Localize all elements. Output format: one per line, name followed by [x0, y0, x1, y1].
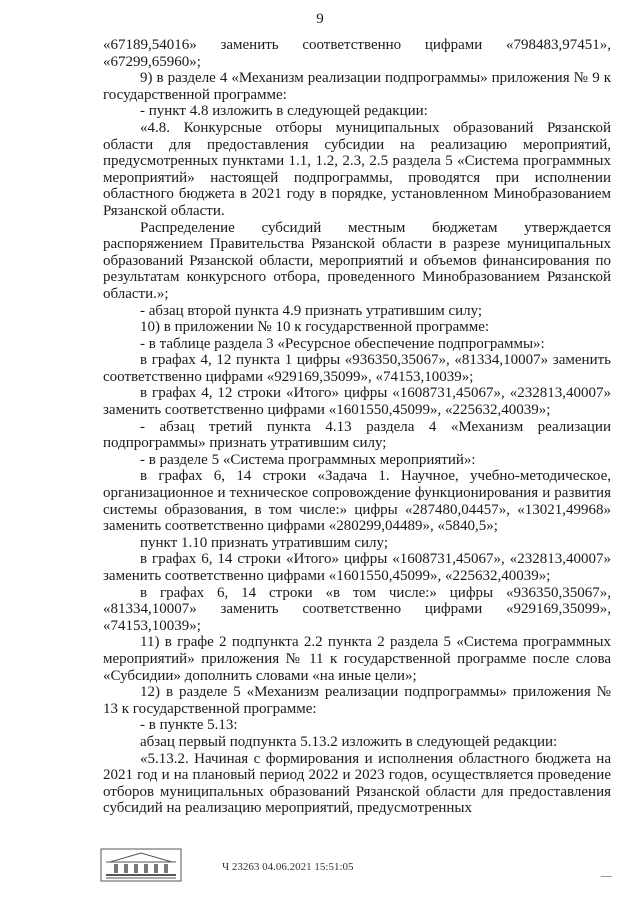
paragraph: в графах 6, 14 строки «в том числе:» цифры «936350,35067», «81334,10007» заменить соответственно цифрами «929169,35099», «74153,10039»; [103, 584, 611, 634]
document-registration-stamp: Ч 23263 04.06.2021 15:51:05 [222, 861, 354, 873]
paragraph: - в пункте 5.13: [140, 717, 238, 734]
paragraph: - абзац третий пункта 4.13 раздела 4 «Механизм реализации подпрограммы» признать утратившим силу; [103, 418, 611, 452]
paragraph: Распределение субсидий местным бюджетам утверждается распоряжением Правительства Рязанской области в разрезе муниципальных образований Рязанской области, мероприятий и объемов финансирования по результатам конкурсного отбора, проведенного Минобразованием Рязанской области.»; [103, 219, 611, 302]
paragraph: в графах 4, 12 пункта 1 цифры «936350,35067», «81334,10007» заменить соответственно цифрами «929169,35099», «74153,10039»; [103, 352, 611, 385]
paragraph: - пункт 4.8 изложить в следующей редакции: [140, 103, 428, 120]
paragraph: в графах 6, 14 строки «Задача 1. Научное, учебно-методическое, организационное и техническое сопровождение функционирования и развития системы образования, в том числе:» цифры «287480,04457», «13021,49968» заменить соответственно цифрами «280299,04489», «5840,5»; [103, 468, 611, 535]
paragraph: «67189,54016» заменить соответственно цифрами «798483,97451», «67299,65960»; [103, 37, 611, 70]
corner-mark: — [601, 870, 612, 882]
paragraph: абзац первый подпункта 5.13.2 изложить в следующей редакции: [140, 733, 558, 750]
paragraph: «5.13.2. Начиная с формирования и исполнения областного бюджета на 2021 год и на плановый период 2022 и 2023 годов, осуществляется проведение отборов муниципальных образований Рязанской области для предоставления субсидий на реализацию мероприятий, предусмотренных [103, 750, 611, 817]
paragraph: 9) в разделе 4 «Механизм реализации подпрограммы» приложения № 9 к государственной программе: [103, 70, 611, 103]
paragraph: - в таблице раздела 3 «Ресурсное обеспечение подпрограммы»: [140, 335, 545, 352]
page-footer [100, 840, 640, 885]
paragraph: 10) в приложении № 10 к государственной программе: [140, 319, 490, 336]
page-number: 9 [316, 11, 324, 27]
paragraph: - абзац второй пункта 4.9 признать утратившим силу; [140, 302, 483, 319]
paragraph: 11) в графе 2 подпункта 2.2 пункта 2 раздела 5 «Система программных мероприятий» приложения № 11 к государственной программе после слова «Субсидии» дополнить словами «на иные цели»; [103, 634, 611, 684]
paragraph: «4.8. Конкурсные отборы муниципальных образований Рязанской области для предоставления субсидии на реализацию мероприятий, предусмотренных пунктами 1.1, 1.2, 2.3, 2.5 раздела 5 «Система программных мероприятий» настоящей подпрограммы, проводятся при исполнении областного бюджета в 2021 году в порядке, установленном Минобразованием Рязанской области. [103, 119, 611, 219]
paragraph: - в разделе 5 «Система программных мероприятий»: [140, 451, 476, 468]
paragraph: пункт 1.10 признать утратившим силу; [140, 534, 389, 551]
paragraph: в графах 4, 12 строки «Итого» цифры «1608731,45067», «232813,40007» заменить соответственно цифрами «1601550,45099», «225632,40039»; [103, 385, 611, 419]
paragraph: 12) в разделе 5 «Механизм реализации подпрограммы» приложения № 13 к государственной программе: [103, 684, 611, 717]
document-body [103, 37, 611, 817]
paragraph: в графах 6, 14 строки «Итого» цифры «1608731,45067», «232813,40007» заменить соответственно цифрами «1601550,45099», «225632,40039»; [103, 551, 611, 584]
printing-house-logo-icon [100, 848, 182, 882]
